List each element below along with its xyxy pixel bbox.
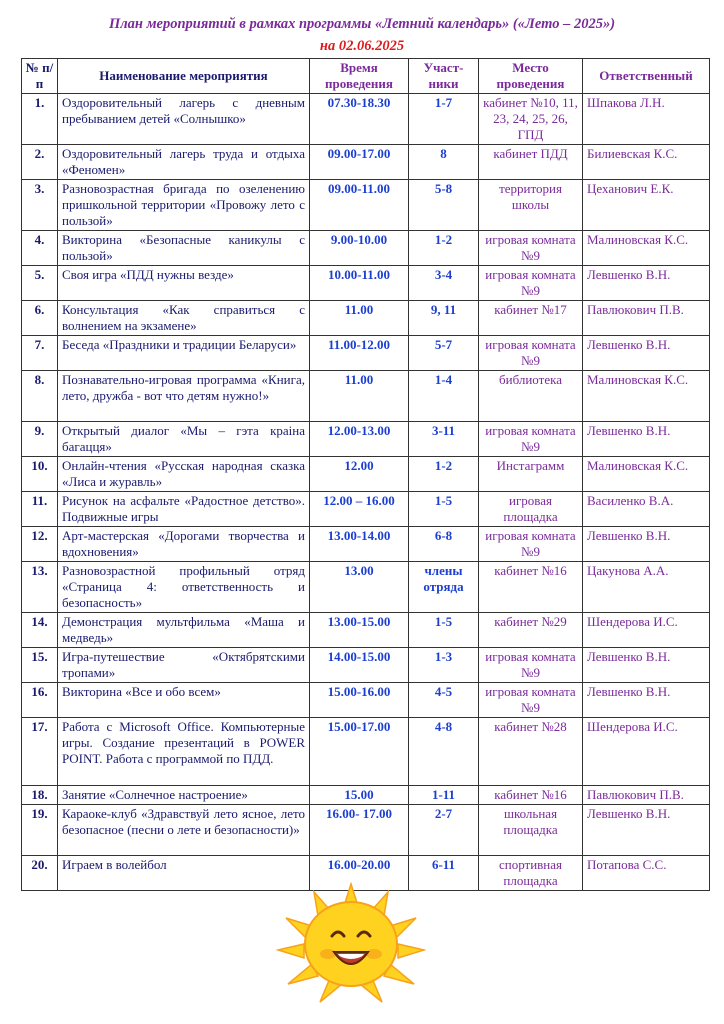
row-num: 8. bbox=[22, 371, 58, 422]
row-place: кабинет №16 bbox=[479, 562, 583, 613]
row-time: 16.00- 17.00 bbox=[310, 805, 409, 856]
row-responsible: Малиновская К.С. bbox=[583, 231, 710, 266]
row-place: кабинет №16 bbox=[479, 786, 583, 805]
row-responsible: Цеханович Е.К. bbox=[583, 180, 710, 231]
row-responsible: Павлюкович П.В. bbox=[583, 301, 710, 336]
row-participants: 1-2 bbox=[409, 231, 479, 266]
row-time: 09.00-11.00 bbox=[310, 180, 409, 231]
page-title: План мероприятий в рамках программы «Летний календарь» («Лето – 2025») bbox=[108, 16, 616, 32]
row-name: Демонстрация мультфильма «Маша и медведь» bbox=[58, 613, 310, 648]
row-participants: 1-3 bbox=[409, 648, 479, 683]
row-num: 18. bbox=[22, 786, 58, 805]
row-participants: 3-4 bbox=[409, 266, 479, 301]
table-row bbox=[22, 231, 710, 266]
row-responsible: Шпакова Л.Н. bbox=[583, 94, 710, 145]
row-name: Консультация «Как справиться с волнением на экзамене» bbox=[58, 301, 310, 336]
row-num: 20. bbox=[22, 856, 58, 891]
row-name: Играем в волейбол bbox=[58, 856, 310, 891]
row-participants: 2-7 bbox=[409, 805, 479, 856]
row-name: Открытый диалог «Мы – гэта краіна багацця» bbox=[58, 422, 310, 457]
row-num: 15. bbox=[22, 648, 58, 683]
header-responsible: Ответственный bbox=[583, 59, 710, 94]
row-num: 6. bbox=[22, 301, 58, 336]
row-time: 13.00 bbox=[310, 562, 409, 613]
row-participants: 1-4 bbox=[409, 371, 479, 422]
table-row bbox=[22, 718, 710, 786]
row-name: Работа с Microsoft Office. Компьютерные игры. Создание презентаций в POWER POINT. Работа с программой по ПДД. bbox=[58, 718, 310, 786]
row-place: игровая комната №9 bbox=[479, 336, 583, 371]
sun-face bbox=[305, 902, 397, 986]
header-time: Время проведения bbox=[310, 59, 409, 94]
row-responsible: Билиевская К.С. bbox=[583, 145, 710, 180]
table-header-row bbox=[22, 59, 710, 94]
row-responsible: Малиновская К.С. bbox=[583, 457, 710, 492]
row-responsible: Потапова С.С. bbox=[583, 856, 710, 891]
row-place: кабинет №10, 11, 23, 24, 25, 26, ГПД bbox=[479, 94, 583, 145]
row-participants: 5-8 bbox=[409, 180, 479, 231]
row-responsible: Левшенко В.Н. bbox=[583, 648, 710, 683]
row-participants: 5-7 bbox=[409, 336, 479, 371]
row-place: школьная площадка bbox=[479, 805, 583, 856]
row-responsible: Левшенко В.Н. bbox=[583, 266, 710, 301]
table-row bbox=[22, 492, 710, 527]
row-place: спортивная площадка bbox=[479, 856, 583, 891]
row-time: 16.00-20.00 bbox=[310, 856, 409, 891]
row-time: 09.00-17.00 bbox=[310, 145, 409, 180]
table-row bbox=[22, 301, 710, 336]
table-row bbox=[22, 648, 710, 683]
row-participants: 3-11 bbox=[409, 422, 479, 457]
table-row bbox=[22, 94, 710, 145]
row-num: 13. bbox=[22, 562, 58, 613]
row-place: игровая комната №9 bbox=[479, 683, 583, 718]
header-place: Место проведения bbox=[479, 59, 583, 94]
row-name: Караоке-клуб «Здравствуй лето ясное, лето безопасное (песни о лете и безопасности)» bbox=[58, 805, 310, 856]
row-name: Познавательно-игровая программа «Книга, лето, дружба - вот что детям нужно!» bbox=[58, 371, 310, 422]
row-name: Викторина «Все и обо всем» bbox=[58, 683, 310, 718]
row-num: 1. bbox=[22, 94, 58, 145]
row-name: Игра-путешествие «Октябрятскими тропами» bbox=[58, 648, 310, 683]
row-place: игровая площадка bbox=[479, 492, 583, 527]
header-name: Наименование мероприятия bbox=[58, 59, 310, 94]
row-responsible: Левшенко В.Н. bbox=[583, 805, 710, 856]
row-place: игровая комната №9 bbox=[479, 527, 583, 562]
row-place: игровая комната №9 bbox=[479, 648, 583, 683]
row-place: игровая комната №9 bbox=[479, 231, 583, 266]
row-participants: 1-2 bbox=[409, 457, 479, 492]
row-num: 4. bbox=[22, 231, 58, 266]
row-time: 15.00-17.00 bbox=[310, 718, 409, 786]
row-participants: члены отряда bbox=[409, 562, 479, 613]
row-num: 11. bbox=[22, 492, 58, 527]
row-responsible: Левшенко В.Н. bbox=[583, 422, 710, 457]
table-row bbox=[22, 805, 710, 856]
table-row bbox=[22, 683, 710, 718]
row-num: 7. bbox=[22, 336, 58, 371]
row-num: 10. bbox=[22, 457, 58, 492]
row-time: 9.00-10.00 bbox=[310, 231, 409, 266]
table-row bbox=[22, 457, 710, 492]
row-place: кабинет №28 bbox=[479, 718, 583, 786]
row-num: 2. bbox=[22, 145, 58, 180]
table-row bbox=[22, 266, 710, 301]
row-num: 5. bbox=[22, 266, 58, 301]
row-place: игровая комната №9 bbox=[479, 266, 583, 301]
row-name: Разновозрастная бригада по озеленению пришкольной территории «Провожу лето с пользой» bbox=[58, 180, 310, 231]
table-row bbox=[22, 422, 710, 457]
row-name: Оздоровительный лагерь с дневным пребыванием детей «Солнышко» bbox=[58, 94, 310, 145]
row-place: библиотека bbox=[479, 371, 583, 422]
row-place: кабинет №17 bbox=[479, 301, 583, 336]
row-num: 17. bbox=[22, 718, 58, 786]
row-name: Рисунок на асфальте «Радостное детство». Подвижные игры bbox=[58, 492, 310, 527]
row-participants: 9, 11 bbox=[409, 301, 479, 336]
row-participants: 1-7 bbox=[409, 94, 479, 145]
row-time: 12.00 – 16.00 bbox=[310, 492, 409, 527]
row-participants: 1-5 bbox=[409, 492, 479, 527]
page-date: на 02.06.2025 bbox=[319, 38, 405, 54]
row-responsible: Цакунова А.А. bbox=[583, 562, 710, 613]
row-place: кабинет №29 bbox=[479, 613, 583, 648]
row-num: 14. bbox=[22, 613, 58, 648]
row-num: 19. bbox=[22, 805, 58, 856]
row-participants: 1-11 bbox=[409, 786, 479, 805]
sun-right-cheek bbox=[366, 949, 382, 959]
table-row bbox=[22, 336, 710, 371]
table-row bbox=[22, 145, 710, 180]
row-name: Арт-мастерская «Дорогами творчества и вдохновения» bbox=[58, 527, 310, 562]
row-name: Разновозрастной профильный отряд «Страница 4: ответственность и безопасность» bbox=[58, 562, 310, 613]
row-name: Беседа «Праздники и традиции Беларуси» bbox=[58, 336, 310, 371]
row-num: 16. bbox=[22, 683, 58, 718]
table-row bbox=[22, 527, 710, 562]
header-num: № п/п bbox=[22, 59, 58, 94]
table-row bbox=[22, 371, 710, 422]
header-participants: Участ-ники bbox=[409, 59, 479, 94]
row-time: 12.00-13.00 bbox=[310, 422, 409, 457]
events-table bbox=[21, 58, 710, 891]
row-time: 11.00 bbox=[310, 301, 409, 336]
row-time: 10.00-11.00 bbox=[310, 266, 409, 301]
row-time: 12.00 bbox=[310, 457, 409, 492]
row-name: Онлайн-чтения «Русская народная сказка «Лиса и журавль» bbox=[58, 457, 310, 492]
row-time: 13.00-15.00 bbox=[310, 613, 409, 648]
row-responsible: Василенко В.А. bbox=[583, 492, 710, 527]
smiling-sun-icon bbox=[276, 882, 426, 1004]
row-participants: 4-5 bbox=[409, 683, 479, 718]
table-row bbox=[22, 180, 710, 231]
row-participants: 6-8 bbox=[409, 527, 479, 562]
row-name: Занятие «Солнечное настроение» bbox=[58, 786, 310, 805]
row-name: Своя игра «ПДД нужны везде» bbox=[58, 266, 310, 301]
row-responsible: Шендерова И.С. bbox=[583, 613, 710, 648]
row-place: территория школы bbox=[479, 180, 583, 231]
row-time: 14.00-15.00 bbox=[310, 648, 409, 683]
row-place: игровая комната №9 bbox=[479, 422, 583, 457]
row-time: 11.00 bbox=[310, 371, 409, 422]
row-time: 11.00-12.00 bbox=[310, 336, 409, 371]
row-num: 3. bbox=[22, 180, 58, 231]
table-row bbox=[22, 562, 710, 613]
row-time: 13.00-14.00 bbox=[310, 527, 409, 562]
row-responsible: Малиновская К.С. bbox=[583, 371, 710, 422]
row-responsible: Шендерова И.С. bbox=[583, 718, 710, 786]
row-time: 15.00-16.00 bbox=[310, 683, 409, 718]
row-time: 07.30-18.30 bbox=[310, 94, 409, 145]
row-responsible: Левшенко В.Н. bbox=[583, 683, 710, 718]
row-participants: 4-8 bbox=[409, 718, 479, 786]
row-place: кабинет ПДД bbox=[479, 145, 583, 180]
row-num: 12. bbox=[22, 527, 58, 562]
row-time: 15.00 bbox=[310, 786, 409, 805]
row-num: 9. bbox=[22, 422, 58, 457]
row-responsible: Левшенко В.Н. bbox=[583, 336, 710, 371]
row-participants: 1-5 bbox=[409, 613, 479, 648]
row-participants: 6-11 bbox=[409, 856, 479, 891]
row-participants: 8 bbox=[409, 145, 479, 180]
row-name: Оздоровительный лагерь труда и отдыха «Феномен» bbox=[58, 145, 310, 180]
row-name: Викторина «Безопасные каникулы с пользой» bbox=[58, 231, 310, 266]
row-place: Инстаграмм bbox=[479, 457, 583, 492]
sun-left-cheek bbox=[320, 949, 336, 959]
row-responsible: Левшенко В.Н. bbox=[583, 527, 710, 562]
table-row bbox=[22, 786, 710, 805]
table-row bbox=[22, 613, 710, 648]
row-responsible: Павлюкович П.В. bbox=[583, 786, 710, 805]
